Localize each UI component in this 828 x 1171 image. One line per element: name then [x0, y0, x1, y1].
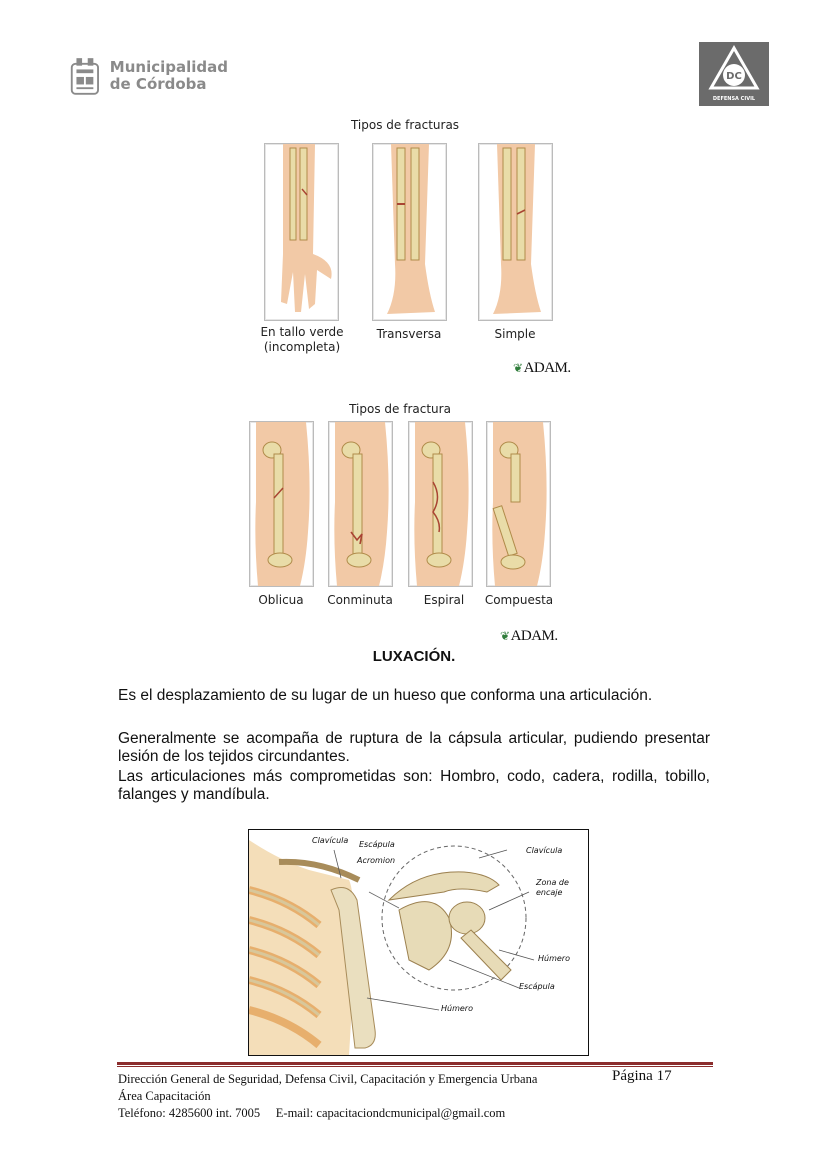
org-name-line1: Municipalidad — [109, 58, 228, 76]
leg-bone-transverse-image — [373, 144, 446, 320]
footer-rule — [117, 1062, 713, 1065]
footer-department: Dirección General de Seguridad, Defensa Civil, Capacitación y Emergencia Urbana — [118, 1072, 538, 1086]
adam-credit-2 — [500, 628, 558, 645]
fracture-panel-comminuted — [328, 421, 393, 587]
label-acromion: Acromion — [357, 856, 396, 865]
caption-comminuted: Conminuta — [327, 593, 393, 607]
fracture-panel-transverse — [372, 143, 447, 321]
adam-credit-1-text: ADAM. — [523, 360, 571, 376]
figure2-title: Tipos de fractura — [349, 402, 451, 416]
paragraph-definition: Es el desplazamiento de su lugar de un hueso que conforma una articulación. — [118, 687, 653, 704]
caption-compound: Compuesta — [484, 593, 554, 607]
leg-bone-simple-image — [479, 144, 552, 320]
shoulder-dislocation-figure — [248, 829, 589, 1056]
footer-contact: Teléfono: 4285600 int. 7005 E-mail: capacitaciondcmunicipal@gmail.com — [118, 1106, 506, 1120]
org-name-line2: de Córdoba — [109, 75, 207, 93]
defensa-civil-triangle-icon — [699, 42, 769, 106]
fracture-panel-compound — [486, 421, 551, 587]
caption-greenstick — [248, 325, 356, 355]
femur-spiral-image — [409, 422, 472, 586]
paragraph-capsule: Generalmente se acompaña de ruptura de la cápsula articular, pudiendo presentar lesión de los tejidos circundantes. — [118, 730, 710, 765]
municipalidad-logo — [68, 50, 228, 102]
paragraph-joints: Las articulaciones más comprometidas son: Hombro, codo, cadera, rodilla, tobillo, falanges y mandíbula. — [118, 768, 710, 803]
dc-initials: DC — [726, 71, 742, 82]
femur-oblique-image — [250, 422, 313, 586]
caption-transverse: Transversa — [376, 327, 442, 341]
fracture-panel-greenstick — [264, 143, 339, 321]
femur-compound-image — [487, 422, 550, 586]
fracture-panel-spiral — [408, 421, 473, 587]
label-humero-right: Húmero — [538, 954, 570, 963]
caption-oblique: Oblicua — [258, 593, 304, 607]
caption-simple: Simple — [494, 327, 536, 341]
city-crest-icon — [68, 53, 102, 99]
caption-spiral: Espiral — [423, 593, 465, 607]
page-number: Página 17 — [612, 1068, 672, 1084]
label-zona-encaje: Zona de encaje — [536, 878, 569, 897]
fracture-panel-simple — [478, 143, 553, 321]
fracture-panel-oblique — [249, 421, 314, 587]
label-clavicula: Clavícula — [312, 836, 349, 845]
label-clavicula-right: Clavícula — [526, 846, 563, 855]
footer-area: Área Capacitación — [118, 1089, 211, 1103]
leaf-icon: ❦ — [500, 629, 510, 643]
footer-rule-thin — [117, 1066, 713, 1067]
femur-comminuted-image — [329, 422, 392, 586]
figure1-title: Tipos de fracturas — [350, 118, 460, 132]
label-escapula-right: Escápula — [519, 982, 555, 991]
dc-caption: DEFENSA CIVIL — [712, 96, 756, 102]
adam-credit-2-text: ADAM. — [510, 628, 558, 644]
caption-greenstick-text: En tallo verde (incompleta) — [260, 325, 344, 354]
arm-bone-greenstick-image — [265, 144, 338, 320]
shoulder-anatomy-image — [249, 830, 588, 1055]
label-escapula: Escápula — [359, 840, 395, 849]
defensa-civil-logo — [699, 42, 769, 106]
adam-credit-1 — [513, 360, 571, 377]
leaf-icon: ❦ — [513, 361, 523, 375]
section-heading: LUXACIÓN. — [372, 648, 456, 665]
label-humero-left: Húmero — [441, 1004, 473, 1013]
